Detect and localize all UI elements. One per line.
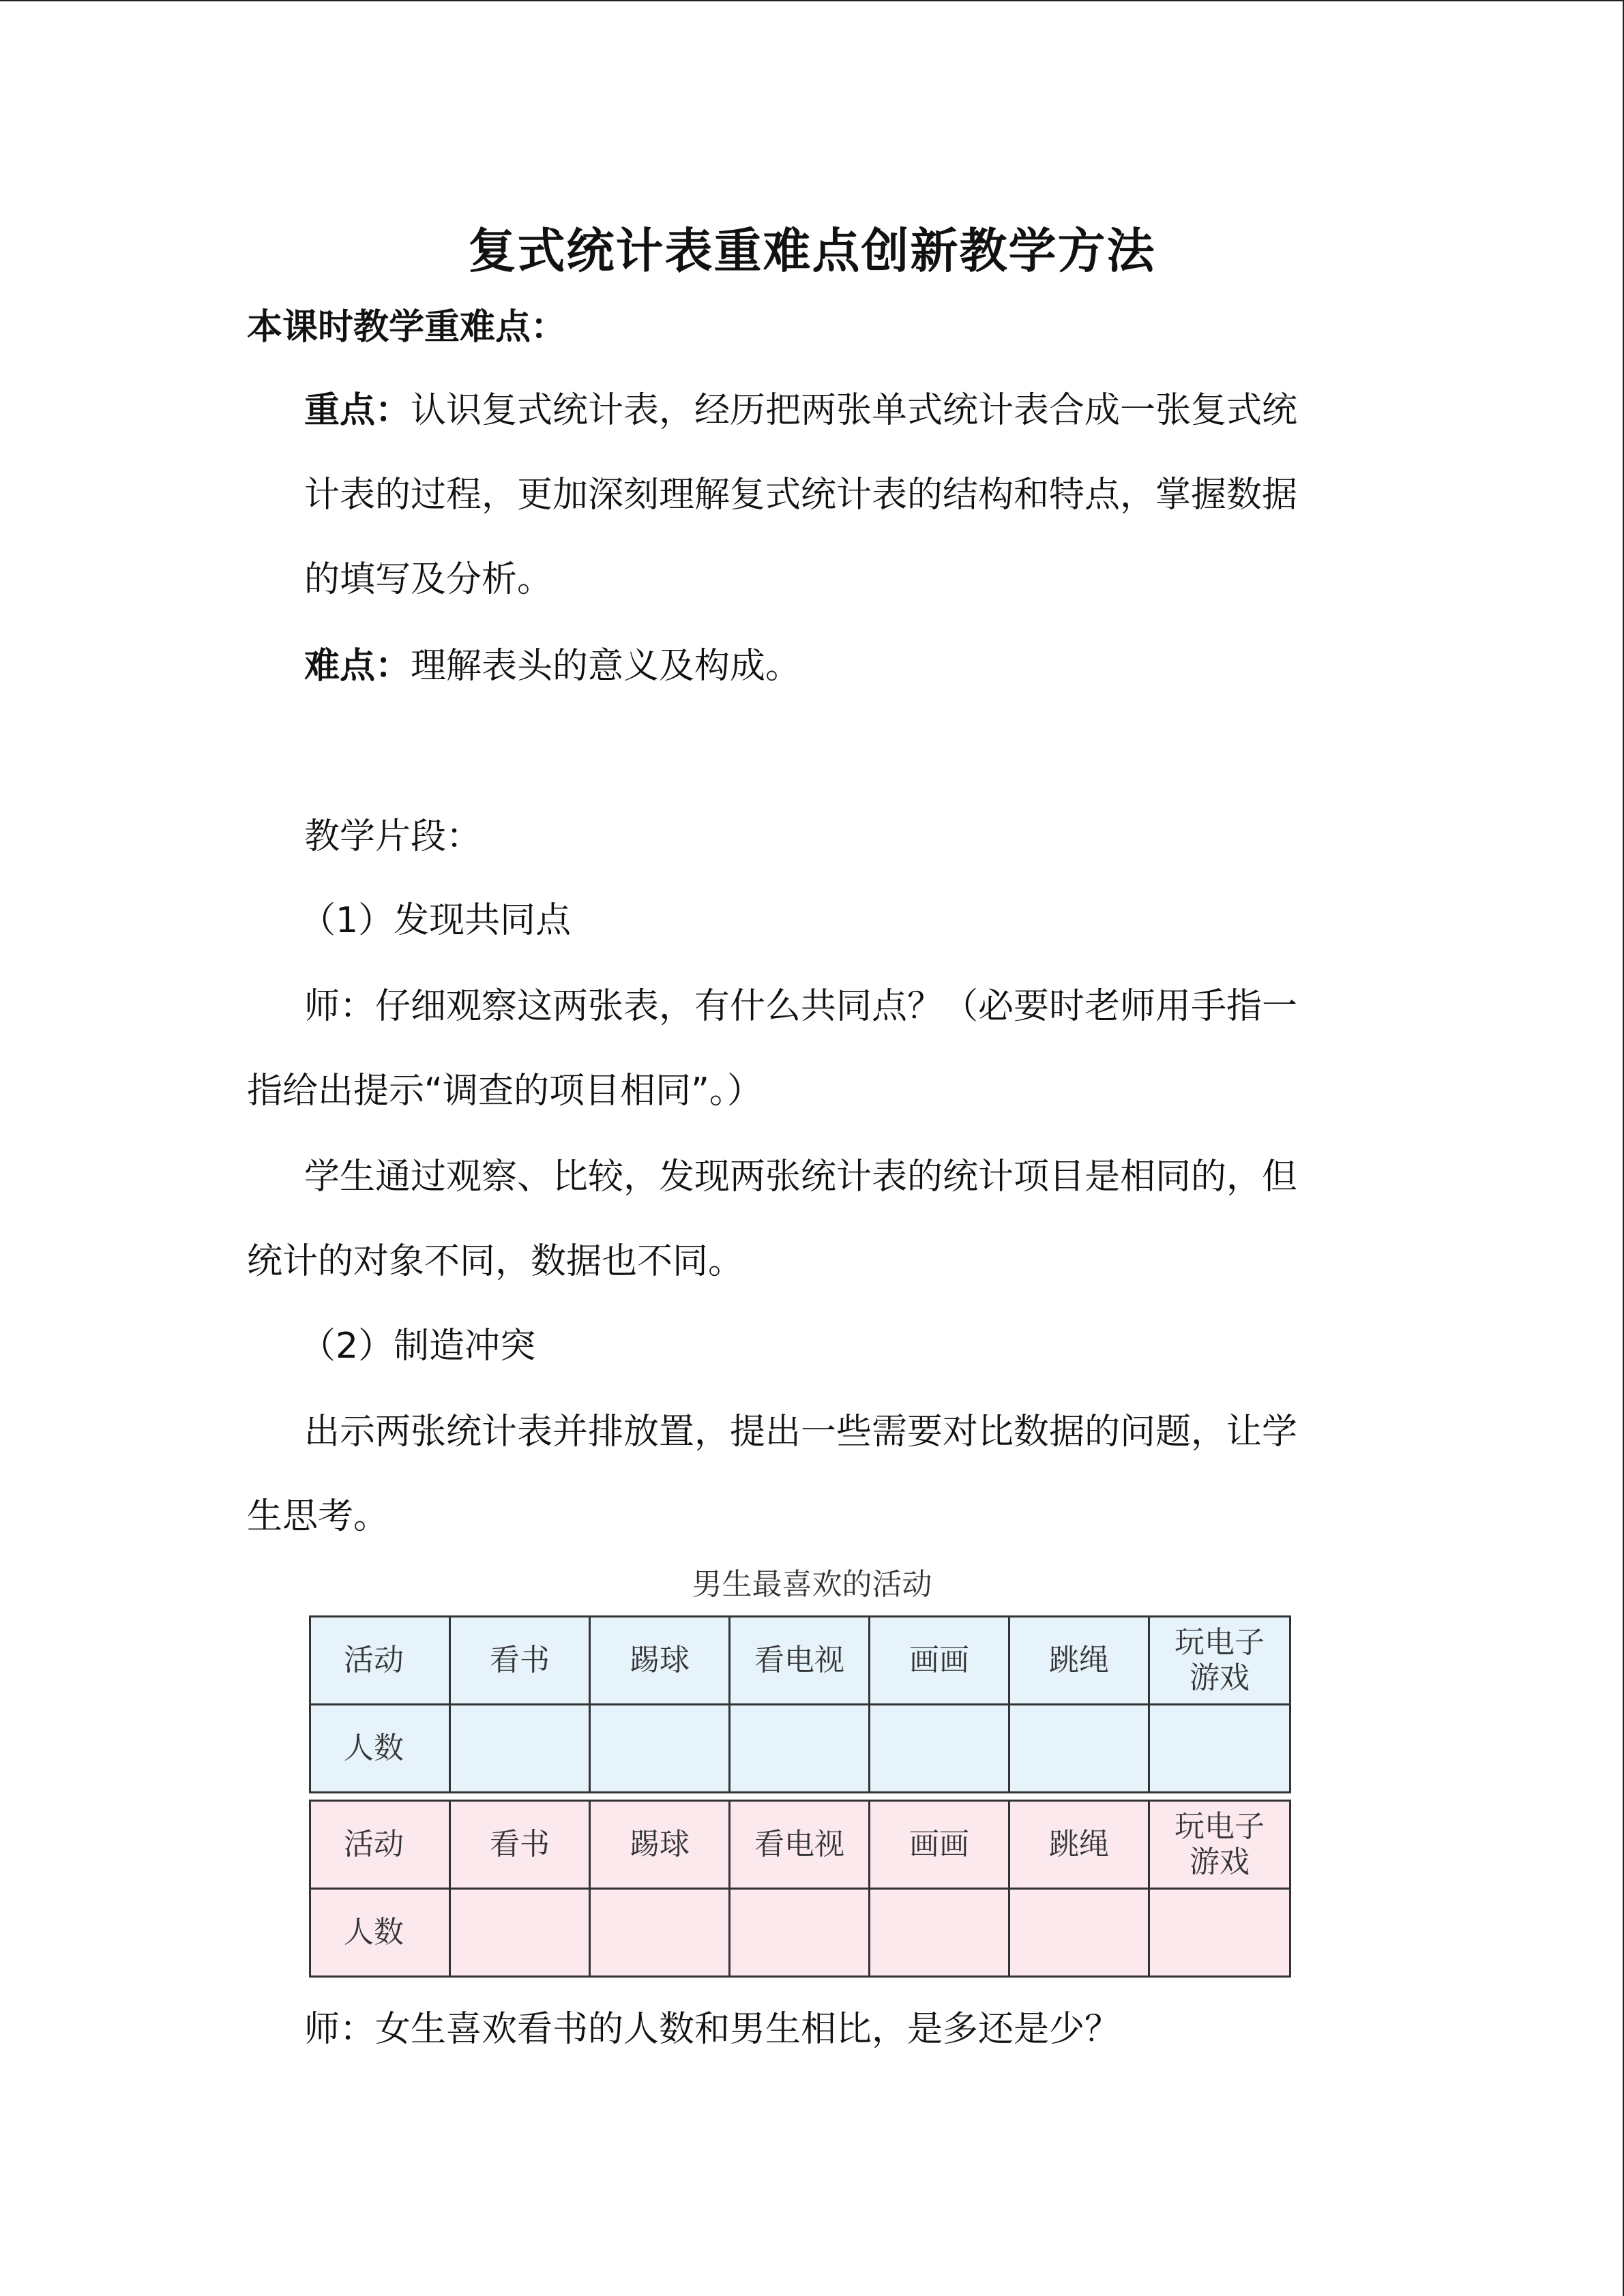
boys-header-label: 活动 xyxy=(310,1617,450,1705)
closing-question: 师：女生喜欢看书的人数和男生相比，是多还是少？ xyxy=(304,2009,1121,2050)
girls-activity-video-games xyxy=(1149,1801,1290,1889)
girls-activity-reading: 看书 xyxy=(450,1801,590,1889)
girls-count-cell xyxy=(1009,1889,1149,1977)
key-points-heading: 本课时教学重难点： xyxy=(247,307,567,348)
girls-activity-soccer: 踢球 xyxy=(590,1801,730,1889)
section2-line-2: 生思考。 xyxy=(247,1496,389,1537)
key-point-line-1 xyxy=(304,390,1297,431)
section1-heading: （1）发现共同点 xyxy=(300,900,572,941)
boys-count-cell xyxy=(1149,1705,1290,1793)
girls-activity-video-games-line-2: 游戏 xyxy=(1190,1845,1250,1879)
table-row xyxy=(310,1705,1290,1793)
boys-activity-video-games-line-2: 游戏 xyxy=(1190,1660,1250,1695)
girls-count-cell xyxy=(870,1889,1009,1977)
section2-heading: （2）制造冲突 xyxy=(300,1326,536,1367)
boys-activity-jump-rope: 跳绳 xyxy=(1009,1617,1149,1705)
boys-activity-reading: 看书 xyxy=(450,1617,590,1705)
table-row xyxy=(310,1889,1290,1977)
girls-activity-video-games-line-1: 玩电子 xyxy=(1175,1809,1265,1844)
document-title: 复式统计表重难点创新教学方法 xyxy=(468,223,1156,279)
girls-activity-table xyxy=(309,1800,1291,1978)
boys-count-cell xyxy=(1009,1705,1149,1793)
boys-activity-drawing: 画画 xyxy=(870,1617,1009,1705)
boys-activity-tv: 看电视 xyxy=(730,1617,870,1705)
difficult-point-text: 理解表头的意义及构成。 xyxy=(411,646,801,687)
girls-activity-jump-rope: 跳绳 xyxy=(1009,1801,1149,1889)
girls-count-label: 人数 xyxy=(310,1889,450,1977)
girls-count-cell xyxy=(730,1889,870,1977)
key-point-text-1: 认识复式统计表，经历把两张单式统计表合成一张复式统 xyxy=(411,390,1298,431)
key-point-label: 重点： xyxy=(304,390,411,431)
section1-teacher-line-1: 师：仔细观察这两张表，有什么共同点？（必要时老师用手指一 xyxy=(304,986,1298,1027)
boys-count-cell xyxy=(870,1705,1009,1793)
boys-table-caption: 男生最喜欢的活动 xyxy=(692,1567,932,1602)
section1-teacher-line-2: 指给出提示“调查的项目相同”。） xyxy=(247,1071,763,1112)
girls-count-cell xyxy=(590,1889,730,1977)
teaching-segment-heading: 教学片段： xyxy=(304,816,482,857)
boys-activity-soccer: 踢球 xyxy=(590,1617,730,1705)
boys-count-cell xyxy=(730,1705,870,1793)
girls-activity-tv: 看电视 xyxy=(730,1801,870,1889)
section2-line-1: 出示两张统计表并排放置，提出一些需要对比数据的问题，让学 xyxy=(304,1412,1298,1452)
girls-header-label: 活动 xyxy=(310,1801,450,1889)
boys-count-cell xyxy=(450,1705,590,1793)
boys-count-label: 人数 xyxy=(310,1705,450,1793)
boys-activity-table xyxy=(309,1615,1291,1793)
section1-student-line-1: 学生通过观察、比较，发现两张统计表的统计项目是相同的，但 xyxy=(304,1157,1298,1197)
boys-count-cell xyxy=(590,1705,730,1793)
girls-count-cell xyxy=(450,1889,590,1977)
table-row xyxy=(310,1801,1290,1889)
girls-activity-drawing: 画画 xyxy=(870,1801,1009,1889)
table-row xyxy=(310,1617,1290,1705)
section1-student-line-2: 统计的对象不同，数据也不同。 xyxy=(247,1241,744,1282)
girls-count-cell xyxy=(1149,1889,1290,1977)
difficult-point-line xyxy=(304,646,801,687)
difficult-point-label: 难点： xyxy=(304,646,411,687)
key-point-line-3: 的填写及分析。 xyxy=(304,559,553,600)
boys-activity-video-games xyxy=(1149,1617,1290,1705)
key-point-line-2: 计表的过程，更加深刻理解复式统计表的结构和特点，掌握数据 xyxy=(304,475,1298,516)
boys-activity-video-games-line-1: 玩电子 xyxy=(1175,1625,1265,1660)
